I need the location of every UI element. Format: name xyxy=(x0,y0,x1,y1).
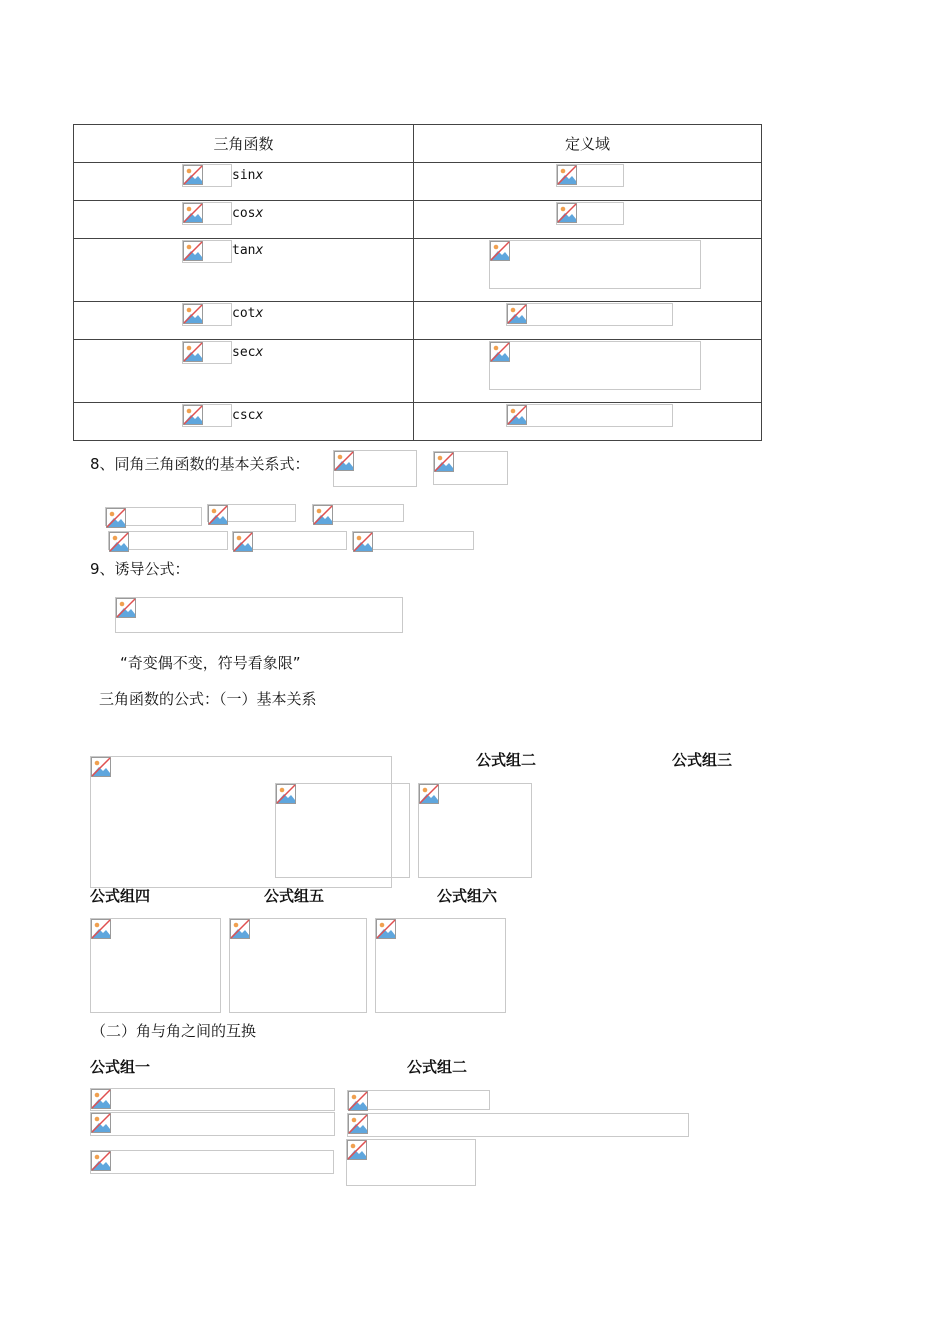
formula-image xyxy=(108,531,228,550)
broken-image-icon xyxy=(106,508,126,528)
section-8-heading: 8、同角三角函数的基本关系式： xyxy=(90,455,310,473)
broken-image-icon xyxy=(490,342,510,362)
formula-image xyxy=(182,404,232,427)
function-name: sinx xyxy=(232,168,264,183)
function-name: cscx xyxy=(232,408,264,423)
table-row xyxy=(74,239,762,302)
function-name: tanx xyxy=(232,243,264,258)
formula-image xyxy=(347,1113,689,1137)
broken-image-icon xyxy=(183,405,203,425)
formula-image xyxy=(333,450,417,487)
broken-image-icon xyxy=(507,405,527,425)
mnemonic-text: “奇变偶不变，符号看象限” xyxy=(120,654,301,672)
broken-image-icon xyxy=(419,784,439,804)
formula-image xyxy=(232,531,347,550)
formula-image xyxy=(90,1150,334,1174)
broken-image-icon xyxy=(230,919,250,939)
broken-image-icon xyxy=(557,203,577,223)
table-row xyxy=(74,163,762,201)
formula-image xyxy=(182,164,232,187)
formula-image xyxy=(375,918,506,1013)
formula-image xyxy=(352,531,474,550)
function-name: secx xyxy=(232,345,264,360)
table-row xyxy=(74,201,762,239)
broken-image-icon xyxy=(183,165,203,185)
domain-image xyxy=(556,202,624,225)
broken-image-icon xyxy=(183,304,203,324)
domain-image xyxy=(556,164,624,187)
broken-image-icon xyxy=(183,241,203,261)
formula-image xyxy=(90,1088,335,1111)
group-label: 公式组五 xyxy=(264,887,325,905)
broken-image-icon xyxy=(353,532,373,552)
formula-image xyxy=(207,504,296,522)
broken-image-icon xyxy=(208,505,228,525)
broken-image-icon xyxy=(91,919,111,939)
group-label: 公式组四 xyxy=(90,887,151,905)
formula-image xyxy=(182,202,232,225)
broken-image-icon xyxy=(557,165,577,185)
table-header-row xyxy=(74,125,762,163)
formula-image xyxy=(90,1112,335,1136)
table-row xyxy=(74,340,762,403)
formula-image xyxy=(433,451,508,485)
broken-image-icon xyxy=(348,1091,368,1111)
formula-image xyxy=(275,783,410,878)
broken-image-icon xyxy=(507,304,527,324)
broken-image-icon xyxy=(276,784,296,804)
group-label: 公式组一 xyxy=(90,1058,151,1076)
header-domain: 定义域 xyxy=(414,125,762,163)
formula-image xyxy=(90,918,221,1013)
broken-image-icon xyxy=(91,1089,111,1109)
formula-image xyxy=(105,507,202,526)
broken-image-icon xyxy=(434,452,454,472)
table-row xyxy=(74,302,762,340)
broken-image-icon xyxy=(91,1151,111,1171)
domain-image xyxy=(506,303,673,326)
function-name: cosx xyxy=(232,206,264,221)
broken-image-icon xyxy=(376,919,396,939)
broken-image-icon xyxy=(233,532,253,552)
formulas-title: 三角函数的公式：（一）基本关系 xyxy=(99,690,317,708)
domain-image xyxy=(489,341,701,390)
broken-image-icon xyxy=(347,1140,367,1160)
broken-image-icon xyxy=(490,241,510,261)
group-label: 公式组二 xyxy=(476,751,537,769)
broken-image-icon xyxy=(313,505,333,525)
broken-image-icon xyxy=(183,203,203,223)
group-label: 公式组三 xyxy=(672,751,733,769)
formula-image xyxy=(418,783,532,878)
formula-image xyxy=(182,303,232,326)
formula-image xyxy=(182,240,232,263)
broken-image-icon xyxy=(183,342,203,362)
section-two-title: （二）角与角之间的互换 xyxy=(91,1022,257,1040)
broken-image-icon xyxy=(348,1114,368,1134)
group-label: 公式组二 xyxy=(407,1058,468,1076)
domain-image xyxy=(506,404,673,427)
broken-image-icon xyxy=(334,451,354,471)
domain-image xyxy=(489,240,701,289)
formula-image xyxy=(312,504,404,522)
section-9-heading: 9、诱导公式： xyxy=(90,560,190,578)
broken-image-icon xyxy=(91,757,111,777)
header-trig-function: 三角函数 xyxy=(74,125,414,163)
group-label: 公式组六 xyxy=(437,887,498,905)
function-name: cotx xyxy=(232,306,264,321)
formula-image xyxy=(347,1090,490,1110)
formula-image xyxy=(182,341,232,364)
formula-image xyxy=(115,597,403,633)
formula-image xyxy=(229,918,367,1013)
broken-image-icon xyxy=(116,598,136,618)
broken-image-icon xyxy=(91,1113,111,1133)
formula-image xyxy=(346,1139,476,1186)
table-row xyxy=(74,403,762,441)
domain-table xyxy=(73,124,762,441)
broken-image-icon xyxy=(109,532,129,552)
